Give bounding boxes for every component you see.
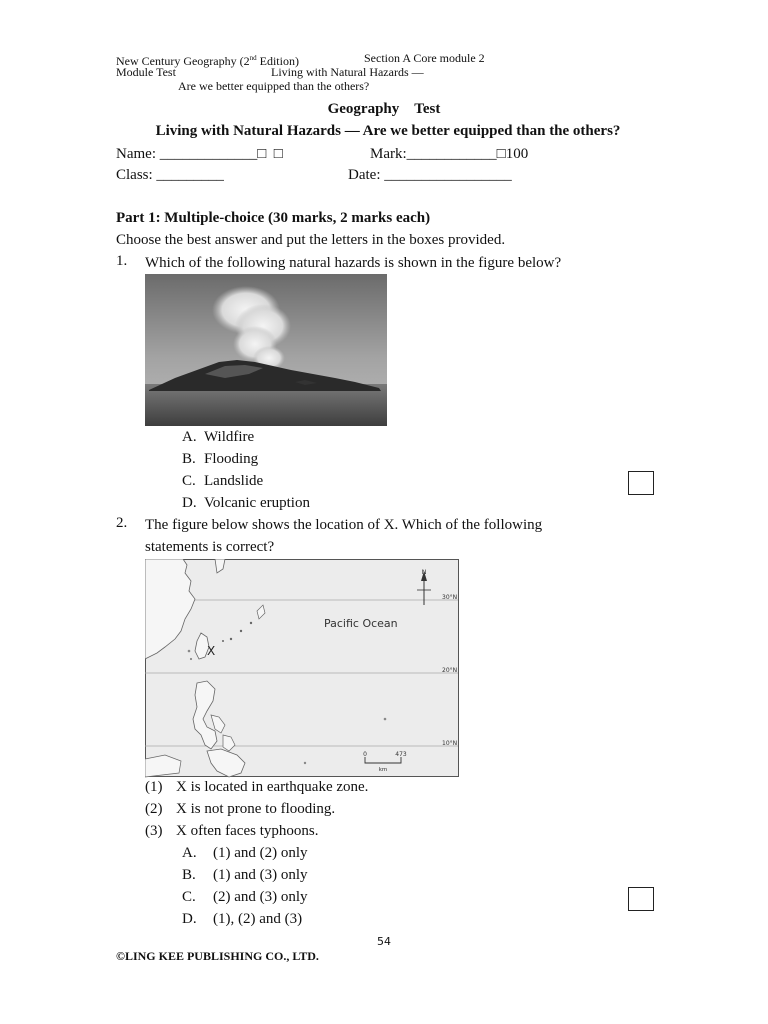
q2-option-b[interactable]: B. (1) and (3) only	[182, 867, 308, 883]
q2-option-d[interactable]: D. (1), (2) and (3)	[182, 911, 303, 927]
q2-number: 2.	[116, 515, 128, 531]
q1-option-d[interactable]: D. Volcanic eruption	[182, 495, 310, 511]
header-module-label: Module Test	[116, 65, 176, 79]
q2-text-line1: The figure below shows the location of X. Which of the following	[145, 517, 543, 533]
header-section: Section A Core module 2	[364, 51, 485, 65]
q2-option-a[interactable]: A. (1) and (2) only	[182, 845, 308, 861]
volcano-photo	[145, 274, 387, 426]
location-map	[145, 559, 460, 778]
header-book-title: New Century Geography (2nd Edition)	[116, 54, 299, 68]
lat-10-label: 10°N	[442, 740, 458, 747]
q1-option-c[interactable]: C. Landslide	[182, 473, 264, 489]
q1-number: 1.	[116, 253, 128, 269]
part1-instruction: Choose the best answer and put the letters in the boxes provided.	[116, 232, 506, 248]
test-subtitle: Living with Natural Hazards — Are we better equipped than the others?	[155, 123, 621, 139]
header-module-subtitle: Are we better equipped than the others?	[178, 79, 370, 93]
scale-max-label: 473	[395, 751, 407, 758]
header-module-title: Living with Natural Hazards —	[271, 65, 424, 79]
ocean-label: Pacific Ocean	[324, 617, 398, 630]
q1-option-b[interactable]: B. Flooding	[182, 451, 259, 467]
mark-field[interactable]: Mark:____________□100	[370, 146, 529, 162]
location-map-graphic	[145, 559, 460, 778]
name-field[interactable]: Name: _____________□ □	[116, 146, 283, 162]
q1-text: Which of the following natural hazards is shown in the figure below?	[145, 255, 562, 271]
part1-heading: Part 1: Multiple-choice (30 marks, 2 marks each)	[116, 210, 431, 226]
volcano-photo-graphic	[145, 274, 387, 426]
q1-option-a[interactable]: A. Wildfire	[182, 429, 255, 445]
q2-answer-box[interactable]	[628, 887, 654, 911]
lat-20-label: 20°N	[442, 667, 458, 674]
page-number: 54	[377, 935, 391, 948]
q2-statement-3: (3) X often faces typhoons.	[145, 823, 319, 839]
lat-30-label: 30°N	[442, 594, 458, 601]
north-label: N	[421, 568, 427, 576]
scale-zero-label: 0	[363, 751, 367, 758]
q2-option-c[interactable]: C. (2) and (3) only	[182, 889, 308, 905]
x-location-label: X	[207, 644, 216, 658]
q2-text-line2: statements is correct?	[145, 539, 275, 555]
test-title: Geography Test	[327, 101, 441, 117]
q2-statement-1: (1) X is located in earthquake zone.	[145, 779, 369, 795]
q1-answer-box[interactable]	[628, 471, 654, 495]
publisher-footer: ©LING KEE PUBLISHING CO., LTD.	[116, 949, 319, 963]
date-field[interactable]: Date: _________________	[348, 167, 512, 183]
q2-statement-2: (2) X is not prone to flooding.	[145, 801, 336, 817]
scale-unit-label: km	[378, 767, 388, 773]
class-field[interactable]: Class: _________	[116, 167, 224, 183]
